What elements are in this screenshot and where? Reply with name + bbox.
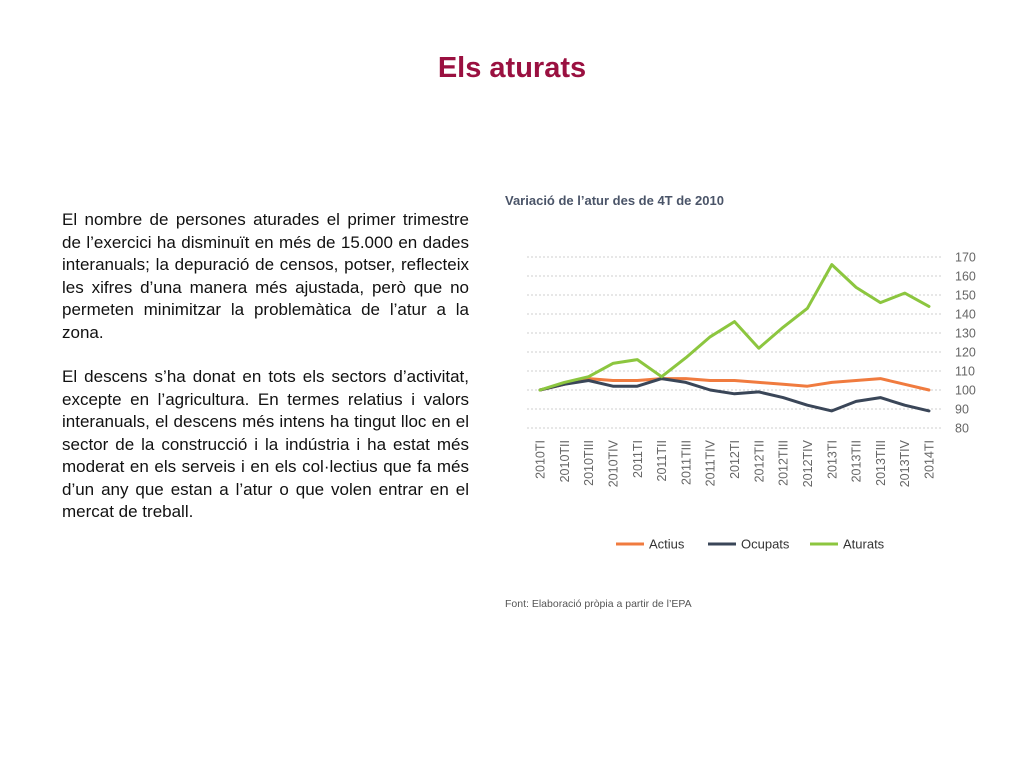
x-tick-label: 2011TIV (703, 440, 718, 487)
x-tick-label: 2013TII (849, 440, 864, 483)
x-tick-label: 2010TIII (582, 440, 597, 486)
x-tick-label: 2011TIII (679, 440, 694, 485)
y-tick-label: 130 (955, 326, 976, 341)
x-tick-label: 2011TII (655, 440, 670, 482)
y-tick-label: 160 (955, 269, 976, 284)
x-tick-label: 2012TI (728, 440, 742, 479)
y-tick-label: 140 (955, 307, 976, 322)
paragraph-2: El descens s’ha donat en tots els sectors d’activitat, excepte en l’agricultura. En termes relatius i valors interanuals, el descens més intens ha tingut lloc en el sector de la construcció i la indústria i ha estat més moderat en els serveis i en els col·lectius que fa més d’un any que estan a l’atur o que volen entrar en el mercat de treball. (62, 367, 469, 521)
y-tick-label: 150 (955, 288, 976, 303)
x-tick-label: 2014TI (922, 440, 937, 479)
y-tick-label: 120 (955, 345, 976, 360)
y-tick-label: 90 (955, 402, 969, 417)
x-tick-label: 2013TI (825, 440, 840, 479)
legend-label: Actius (649, 536, 685, 552)
x-tick-label: 2012TIV (800, 440, 815, 488)
series-line-ocupats (540, 379, 929, 411)
legend-label: Ocupats (741, 536, 790, 552)
x-tick-label: 2010TII (557, 440, 572, 483)
slide-title: Els aturats (437, 52, 587, 84)
y-tick-label: 80 (955, 421, 969, 436)
chart-source: Font: Elaboració pròpia a partir de l’EPA (505, 598, 692, 610)
y-tick-label: 110 (955, 364, 975, 379)
x-tick-label: 2013TIII (873, 440, 888, 486)
x-tick-label: 2012TII (752, 440, 767, 483)
x-tick-label: 2013TIV (898, 440, 913, 488)
chart-title: Variació de l’atur des de 4T de 2010 (505, 193, 724, 208)
series-line-aturats (540, 265, 929, 390)
y-tick-label: 170 (955, 250, 976, 265)
x-tick-label: 2010TIV (606, 440, 621, 488)
paragraph-1: El nombre de persones aturades el primer trimestre de l’exercici ha disminuït en més de 15.000 en dades interanuals; la depuració de censos, potser, reflecteix les xifres d’una manera més ajustada, però que no permeten minimitzar la problemàtica de l’atur a la zona. (62, 210, 469, 342)
x-tick-label: 2010TI (533, 440, 548, 479)
x-tick-label: 2012TIII (776, 440, 791, 486)
y-tick-label: 100 (955, 383, 976, 398)
legend-label: Aturats (843, 536, 885, 552)
x-tick-label: 2011TI (630, 440, 645, 478)
